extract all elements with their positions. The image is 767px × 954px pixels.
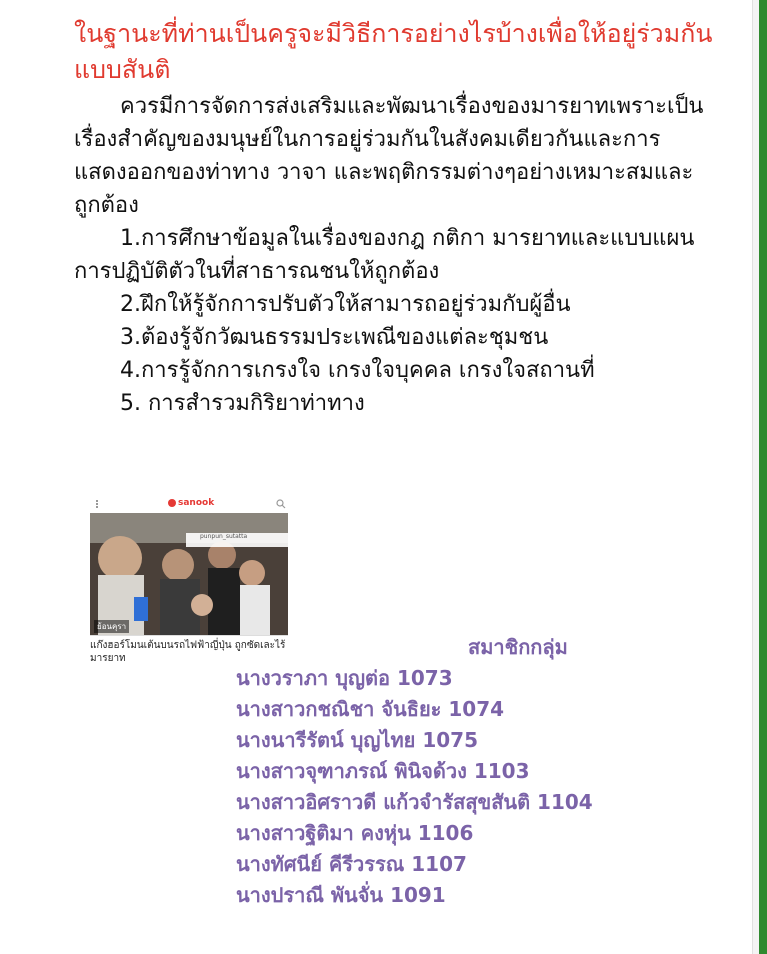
- member-item: นางวราภา บุญต่อ 1073: [236, 666, 453, 690]
- intro-paragraph: ควรมีการจัดการส่งเสริมและพัฒนาเรื่องของมารยาทเพราะเป็นเรื่องสำคัญของมนุษย์ในการอยู่ร่วมกันในสังคมเดียวกันและการแสดงออกของท่าทาง วาจา และพฤติกรรมต่างๆอย่างเหมาะสมและถูกต้อง: [74, 94, 704, 218]
- menu-icon: [92, 499, 102, 509]
- page-edge-shadow: [752, 0, 759, 954]
- photo-overlay-label: ย้อนคุรา: [94, 620, 129, 633]
- members-block: [236, 632, 656, 911]
- page-right-border: [759, 0, 767, 954]
- photo-topbar: [90, 495, 288, 514]
- member-item: นางสาวฐิติมา คงหุ่น 1106: [236, 821, 474, 845]
- list-item-2: 2.ฝึกให้รู้จักการปรับตัวให้สามารถอยู่ร่วมกับผู้อื่น: [120, 292, 571, 317]
- list-item-5: 5. การสำรวมกิริยาท่าทาง: [120, 391, 365, 416]
- search-icon: [276, 499, 286, 509]
- photo-illustration: [90, 513, 288, 635]
- list-item-3: 3.ต้องรู้จักวัฒนธรรมประเพณีของแต่ละชุมชน: [120, 325, 549, 350]
- instagram-tag: punpun_sutatta: [186, 533, 288, 547]
- document-body: [74, 90, 714, 420]
- member-item: นางนารีรัตน์ บุญไทย 1075: [236, 728, 479, 752]
- photo-caption: แก๊งฮอร์โมนเต้นบนรถไฟฟ้าญี่ปุ่น ถูกซัดเละไร้มารยาท: [90, 640, 286, 664]
- member-item: นางสาวอิศราวดี แก้วจำรัสสุขสันติ 1104: [236, 790, 593, 814]
- member-item: นางสาวจุฑาภรณ์ พินิจด้วง 1103: [236, 759, 530, 783]
- document-heading: ในฐานะที่ท่านเป็นครูจะมีวิธีการอย่างไรบ้างเพื่อให้อยู่ร่วมกันแบบสันติ: [74, 19, 713, 84]
- member-item: นางปราณี พันจั่น 1091: [236, 883, 446, 907]
- members-title: สมาชิกกลุ่ม: [468, 635, 568, 659]
- sanook-logo: sanook: [168, 498, 214, 508]
- list-item-4: 4.การรู้จักการเกรงใจ เกรงใจบุคคล เกรงใจสถานที่: [120, 358, 595, 383]
- news-photo: [90, 495, 288, 636]
- list-item-1: 1.การศึกษาข้อมูลในเรื่องของกฎ กติกา มารยาทและแบบแผนการปฏิบัติตัวในที่สาธารณชนให้ถูกต้อง: [74, 226, 695, 284]
- train-crowd-photo: [90, 513, 288, 635]
- member-item: นางสาวกชณิชา จันธิยะ 1074: [236, 697, 505, 721]
- member-item: นางทัศนีย์ คีรีวรรณ 1107: [236, 852, 467, 876]
